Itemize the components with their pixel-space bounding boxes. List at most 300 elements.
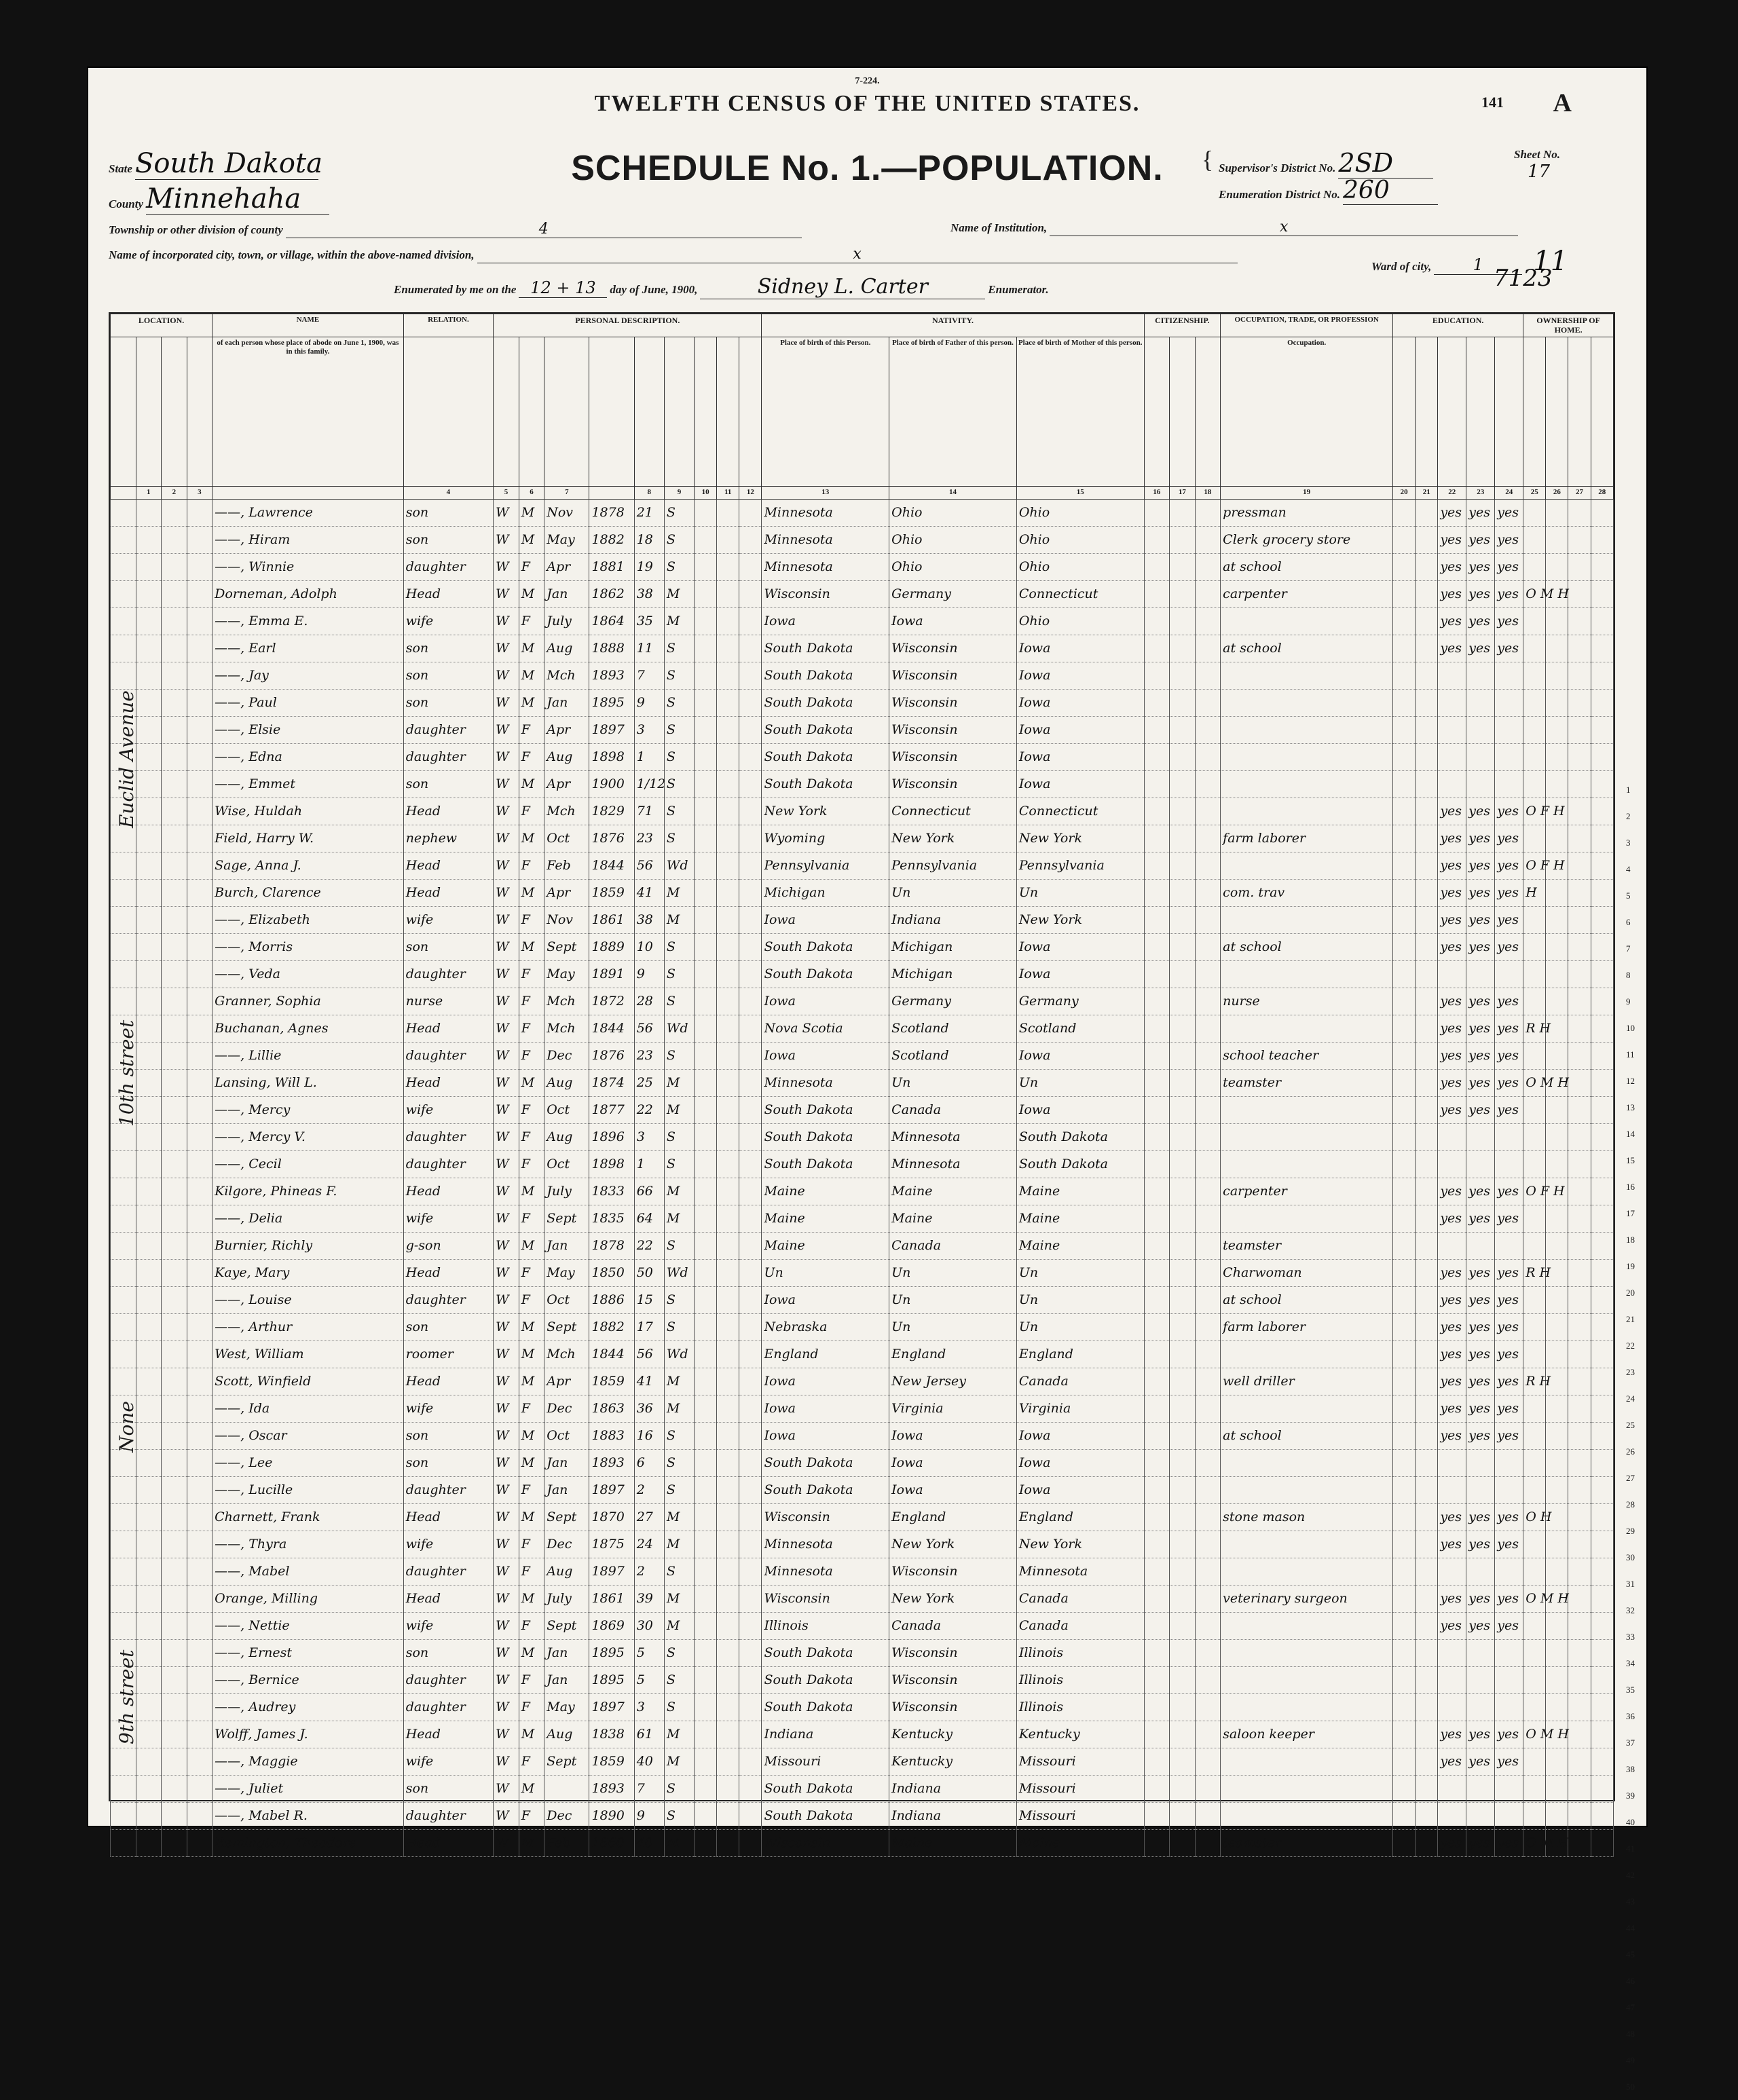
cell-empty xyxy=(717,1015,739,1042)
cell-eng: yes xyxy=(1495,879,1523,906)
cell-write xyxy=(1466,960,1495,988)
cell-write: yes xyxy=(1466,906,1495,933)
cell-rel: nephew xyxy=(403,825,493,852)
cell-birth: Wisconsin xyxy=(762,1503,889,1531)
cell-color: W xyxy=(494,716,519,743)
cell-own xyxy=(1523,553,1546,580)
cell-mother: England xyxy=(1016,1340,1144,1368)
cell-month: Aug xyxy=(544,1123,589,1150)
cell-color: W xyxy=(494,1340,519,1368)
cell-own: O F H xyxy=(1523,798,1546,825)
cell-empty xyxy=(695,1585,717,1612)
cell-name: Wolff, James J. xyxy=(212,1721,404,1748)
cell-empty xyxy=(717,716,739,743)
cell-month: July xyxy=(544,1178,589,1205)
cell-read: yes xyxy=(1438,1368,1466,1395)
column-number: 18 xyxy=(1195,486,1221,499)
cell-empty xyxy=(111,526,136,553)
cell-sex: M xyxy=(519,526,544,553)
cell-empty xyxy=(1416,553,1438,580)
cell-empty xyxy=(1393,1775,1416,1802)
cell-read: yes xyxy=(1438,499,1466,526)
cell-father: Wisconsin xyxy=(889,716,1017,743)
cell-father: Iowa xyxy=(889,1449,1017,1476)
cell-empty xyxy=(717,689,739,716)
cell-empty xyxy=(717,1558,739,1585)
cell-empty xyxy=(1170,1693,1196,1721)
cell-empty xyxy=(1416,1205,1438,1232)
cell-empty xyxy=(739,689,762,716)
cell-year: 1890 xyxy=(589,1802,634,1829)
cell-month: July xyxy=(544,1585,589,1612)
cell-empty xyxy=(111,1503,136,1531)
cell-year: 1833 xyxy=(589,1178,634,1205)
cell-empty xyxy=(1170,852,1196,879)
cell-read: yes xyxy=(1438,1205,1466,1232)
cell-write xyxy=(1466,1476,1495,1503)
cell-empty xyxy=(162,580,187,607)
cell-empty xyxy=(1568,1449,1591,1476)
cell-empty xyxy=(1591,1123,1613,1150)
table-row xyxy=(111,1612,1614,1639)
cell-empty xyxy=(187,1748,212,1775)
cell-read xyxy=(1438,1150,1466,1178)
cell-empty xyxy=(695,1531,717,1558)
cell-empty xyxy=(1170,1205,1196,1232)
cell-empty xyxy=(187,1666,212,1693)
cell-name: Orange, Milling xyxy=(212,1585,404,1612)
cell-name: ——, Paul xyxy=(212,689,404,716)
cell-occ: com. trav xyxy=(1221,879,1393,906)
line-number: 48 xyxy=(1626,2029,1635,2039)
cell-empty xyxy=(1393,1666,1416,1693)
cell-empty xyxy=(1591,1096,1613,1123)
cell-color: W xyxy=(494,1503,519,1531)
cell-sex: F xyxy=(519,1666,544,1693)
cell-read: yes xyxy=(1438,1829,1466,1856)
cell-empty xyxy=(1546,879,1568,906)
cell-color: W xyxy=(494,1829,519,1856)
cell-empty xyxy=(1416,1313,1438,1340)
cell-name: ——, Mabel xyxy=(212,1558,404,1585)
cell-empty xyxy=(717,526,739,553)
cell-empty xyxy=(717,1313,739,1340)
cell-empty xyxy=(1393,1503,1416,1531)
table-row xyxy=(111,1395,1614,1422)
cell-color: W xyxy=(494,1748,519,1775)
cell-empty xyxy=(187,689,212,716)
cell-empty xyxy=(1144,499,1170,526)
cell-empty xyxy=(1144,1666,1170,1693)
cell-empty xyxy=(1591,662,1613,689)
cell-own xyxy=(1523,716,1546,743)
cell-cond: M xyxy=(664,1069,694,1096)
cell-occ: at school xyxy=(1221,933,1393,960)
cell-name: Wise, Huldah xyxy=(212,798,404,825)
cell-write: yes xyxy=(1466,1395,1495,1422)
cell-name: ——, Hiram xyxy=(212,526,404,553)
table-row xyxy=(111,743,1614,770)
cell-empty xyxy=(1170,1015,1196,1042)
cell-empty xyxy=(1170,553,1196,580)
cell-mother: Ohio xyxy=(1016,499,1144,526)
cell-empty xyxy=(739,1585,762,1612)
cell-empty xyxy=(1393,1178,1416,1205)
cell-empty xyxy=(111,580,136,607)
cell-write xyxy=(1466,1150,1495,1178)
cell-empty xyxy=(162,1612,187,1639)
cell-year: 1881 xyxy=(589,553,634,580)
line-number: 32 xyxy=(1626,1605,1635,1615)
cell-father: Un xyxy=(889,1069,1017,1096)
cell-birth: Minnesota xyxy=(762,553,889,580)
cell-year: 1862 xyxy=(589,580,634,607)
cell-eng xyxy=(1495,1150,1523,1178)
cell-empty xyxy=(1568,1015,1591,1042)
cell-eng: yes xyxy=(1495,635,1523,662)
cell-empty xyxy=(1416,1395,1438,1422)
cell-sex: M xyxy=(519,1775,544,1802)
cell-mother: Minnesota xyxy=(1016,1558,1144,1585)
cell-empty xyxy=(1591,1503,1613,1531)
cell-empty xyxy=(717,1503,739,1531)
cell-color: W xyxy=(494,1476,519,1503)
cell-name: ——, Edna xyxy=(212,743,404,770)
cell-birth: Minnesota xyxy=(762,526,889,553)
cell-empty xyxy=(187,1585,212,1612)
cell-empty xyxy=(739,1042,762,1069)
township-field xyxy=(109,221,802,238)
cell-empty xyxy=(1144,580,1170,607)
cell-rel: son xyxy=(403,526,493,553)
cell-occ xyxy=(1221,1449,1393,1476)
table-row xyxy=(111,1205,1614,1232)
table-row xyxy=(111,553,1614,580)
cell-empty xyxy=(1568,1286,1591,1313)
cell-eng xyxy=(1495,662,1523,689)
cell-name: ——, Thyra xyxy=(212,1531,404,1558)
page-number: 141 xyxy=(1481,94,1504,111)
cell-age: 7 xyxy=(634,662,664,689)
cell-month: Dec xyxy=(544,1042,589,1069)
cell-rel: daughter xyxy=(403,553,493,580)
cell-name: ——, Ernest xyxy=(212,1639,404,1666)
cell-empty xyxy=(1568,1232,1591,1259)
cell-empty xyxy=(1591,825,1613,852)
cell-empty xyxy=(136,1531,162,1558)
ward-value: 1 xyxy=(1434,255,1522,275)
cell-name: West, William xyxy=(212,1340,404,1368)
cell-empty xyxy=(136,933,162,960)
cell-occ xyxy=(1221,607,1393,635)
cell-month: May xyxy=(544,1259,589,1286)
header-citizenship: CITIZENSHIP. xyxy=(1144,314,1221,337)
institution-field xyxy=(950,219,1518,236)
cell-empty xyxy=(162,1042,187,1069)
cell-empty xyxy=(1393,1286,1416,1313)
cell-empty xyxy=(1170,1558,1196,1585)
cell-mother: Connecticut xyxy=(1016,580,1144,607)
cell-own xyxy=(1523,1205,1546,1232)
cell-empty xyxy=(1393,906,1416,933)
cell-cond: S xyxy=(664,1775,694,1802)
institution-label: Name of Institution, xyxy=(950,221,1048,234)
cell-birth: South Dakota xyxy=(762,1096,889,1123)
cell-eng: yes xyxy=(1495,1368,1523,1395)
cell-empty xyxy=(1144,1476,1170,1503)
cell-father: Canada xyxy=(889,1232,1017,1259)
cell-empty xyxy=(1591,960,1613,988)
cell-occ xyxy=(1221,716,1393,743)
cell-own xyxy=(1523,1042,1546,1069)
cell-sex: M xyxy=(519,1639,544,1666)
cell-empty xyxy=(717,743,739,770)
cell-name: Kaye, Mary xyxy=(212,1259,404,1286)
cell-rel: wife xyxy=(403,1096,493,1123)
cell-month: May xyxy=(544,1693,589,1721)
cell-empty xyxy=(1393,1422,1416,1449)
cell-color: W xyxy=(494,1775,519,1802)
table-row xyxy=(111,499,1614,526)
cell-write xyxy=(1466,1693,1495,1721)
cell-empty xyxy=(739,1395,762,1422)
cell-rel: son xyxy=(403,1449,493,1476)
cell-year: 1861 xyxy=(589,906,634,933)
cell-month: Sept xyxy=(544,1748,589,1775)
line-number: 10 xyxy=(1626,1023,1635,1033)
cell-month: Oct xyxy=(544,825,589,852)
cell-empty xyxy=(1568,1368,1591,1395)
cell-month: Dec xyxy=(544,1531,589,1558)
cell-empty xyxy=(739,1150,762,1178)
cell-empty xyxy=(187,1721,212,1748)
cell-read xyxy=(1438,770,1466,798)
cell-empty xyxy=(1144,906,1170,933)
cell-empty xyxy=(1195,743,1221,770)
cell-birth: Iowa xyxy=(762,988,889,1015)
cell-empty xyxy=(739,499,762,526)
cell-empty xyxy=(717,988,739,1015)
cell-empty xyxy=(717,1748,739,1775)
cell-birth: South Dakota xyxy=(762,716,889,743)
cell-cond: S xyxy=(664,635,694,662)
line-number: 49 xyxy=(1626,2055,1635,2065)
cell-empty xyxy=(187,1639,212,1666)
cell-empty xyxy=(717,1340,739,1368)
cell-empty xyxy=(739,1748,762,1775)
cell-rel: son xyxy=(403,635,493,662)
cell-sex: F xyxy=(519,1096,544,1123)
cell-empty xyxy=(1144,879,1170,906)
cell-empty xyxy=(739,1069,762,1096)
cell-read: yes xyxy=(1438,1612,1466,1639)
cell-empty xyxy=(1568,499,1591,526)
cell-year: 1878 xyxy=(589,1232,634,1259)
line-number: 1 xyxy=(1626,785,1631,795)
cell-rel: son xyxy=(403,1422,493,1449)
cell-empty xyxy=(1416,635,1438,662)
cell-empty xyxy=(695,960,717,988)
cell-own: O H xyxy=(1523,1503,1546,1531)
cell-empty xyxy=(1195,1096,1221,1123)
cell-empty xyxy=(187,1259,212,1286)
cell-empty xyxy=(739,1531,762,1558)
cell-father: Michigan xyxy=(889,933,1017,960)
cell-empty xyxy=(1195,825,1221,852)
cell-empty xyxy=(1546,933,1568,960)
cell-rel: nurse xyxy=(403,988,493,1015)
cell-empty xyxy=(1546,1096,1568,1123)
cell-year: 1893 xyxy=(589,1449,634,1476)
cell-mother: Iowa xyxy=(1016,743,1144,770)
cell-birth: South Dakota xyxy=(762,1123,889,1150)
cell-rel: Head xyxy=(403,580,493,607)
cell-color: W xyxy=(494,553,519,580)
cell-eng xyxy=(1495,1693,1523,1721)
cell-empty xyxy=(739,662,762,689)
cell-sex: M xyxy=(519,1449,544,1476)
cell-occ xyxy=(1221,1666,1393,1693)
cell-empty xyxy=(1393,1693,1416,1721)
cell-sex: M xyxy=(519,689,544,716)
column-number xyxy=(212,486,404,499)
cell-empty xyxy=(1195,1666,1221,1693)
cell-empty xyxy=(136,770,162,798)
cell-empty xyxy=(1591,689,1613,716)
line-number: 11 xyxy=(1626,1049,1635,1060)
cell-year: 1859 xyxy=(589,1368,634,1395)
cell-empty xyxy=(1393,1449,1416,1476)
cell-empty xyxy=(1195,1286,1221,1313)
cell-cond: M xyxy=(664,1748,694,1775)
cell-year: 1895 xyxy=(589,689,634,716)
cell-occ: at school xyxy=(1221,553,1393,580)
cell-empty xyxy=(136,1503,162,1531)
cell-empty xyxy=(1170,1612,1196,1639)
cell-empty xyxy=(1170,1340,1196,1368)
cell-cond: S xyxy=(664,499,694,526)
cell-empty xyxy=(1170,499,1196,526)
cell-read: yes xyxy=(1438,798,1466,825)
table-row xyxy=(111,1096,1614,1123)
cell-mother: Illinois xyxy=(1016,1666,1144,1693)
cell-empty xyxy=(1195,1775,1221,1802)
cell-age: 19 xyxy=(634,553,664,580)
city-value: x xyxy=(477,246,1238,263)
cell-sex: F xyxy=(519,1286,544,1313)
cell-empty xyxy=(1546,1531,1568,1558)
cell-own xyxy=(1523,743,1546,770)
cell-empty xyxy=(136,1259,162,1286)
cell-occ: pressman xyxy=(1221,499,1393,526)
cell-own xyxy=(1523,499,1546,526)
line-number: 12 xyxy=(1626,1076,1635,1086)
cell-empty xyxy=(162,852,187,879)
cell-empty xyxy=(1591,499,1613,526)
cell-write: yes xyxy=(1466,499,1495,526)
cell-own xyxy=(1523,1476,1546,1503)
cell-empty xyxy=(1591,1449,1613,1476)
cell-empty xyxy=(1591,1558,1613,1585)
cell-read: yes xyxy=(1438,1015,1466,1042)
cell-name: ——, Ida xyxy=(212,1395,404,1422)
cell-empty xyxy=(1144,743,1170,770)
cell-write: yes xyxy=(1466,1015,1495,1042)
cell-empty xyxy=(739,1693,762,1721)
cell-age: 50 xyxy=(634,1259,664,1286)
cell-write: yes xyxy=(1466,635,1495,662)
cell-eng: yes xyxy=(1495,499,1523,526)
cell-empty xyxy=(1195,933,1221,960)
table-row xyxy=(111,1042,1614,1069)
cell-empty xyxy=(1144,1096,1170,1123)
cell-empty xyxy=(162,798,187,825)
cell-empty xyxy=(1393,879,1416,906)
cell-occ xyxy=(1221,798,1393,825)
cell-age: 9 xyxy=(634,1802,664,1829)
line-number: 22 xyxy=(1626,1340,1635,1351)
enumeration-label: Enumeration District No. xyxy=(1219,188,1341,201)
cell-empty xyxy=(1144,1503,1170,1531)
cell-empty xyxy=(695,743,717,770)
cell-own: O M H xyxy=(1523,1585,1546,1612)
cell-color: W xyxy=(494,798,519,825)
cell-year: 1874 xyxy=(589,1069,634,1096)
cell-empty xyxy=(111,1123,136,1150)
cell-occ: nurse xyxy=(1221,988,1393,1015)
cell-eng: yes xyxy=(1495,553,1523,580)
line-number: 16 xyxy=(1626,1182,1635,1192)
cell-empty xyxy=(187,1313,212,1340)
cell-age: 41 xyxy=(634,879,664,906)
cell-sex: F xyxy=(519,1395,544,1422)
cell-sex: F xyxy=(519,743,544,770)
header-personal: PERSONAL DESCRIPTION. xyxy=(494,314,762,337)
cell-own xyxy=(1523,1693,1546,1721)
cell-occ xyxy=(1221,1476,1393,1503)
cell-empty xyxy=(162,1178,187,1205)
cell-empty xyxy=(1568,825,1591,852)
cell-empty xyxy=(1144,852,1170,879)
cell-empty xyxy=(1393,662,1416,689)
cell-occ xyxy=(1221,1395,1393,1422)
cell-father: Canada xyxy=(889,1612,1017,1639)
cell-empty xyxy=(1416,1232,1438,1259)
table-row xyxy=(111,1313,1614,1340)
cell-cond: S xyxy=(664,526,694,553)
cell-empty xyxy=(1568,689,1591,716)
cell-empty xyxy=(1591,1775,1613,1802)
cell-empty xyxy=(1591,1395,1613,1422)
cell-father: England xyxy=(889,1340,1017,1368)
cell-empty xyxy=(1568,553,1591,580)
cell-empty xyxy=(1546,1422,1568,1449)
cell-father: Scotland xyxy=(889,1042,1017,1069)
cell-rel: Head xyxy=(403,1015,493,1042)
cell-cond: S xyxy=(664,933,694,960)
cell-rel: Head xyxy=(403,1503,493,1531)
cell-father: Indiana xyxy=(889,1802,1017,1829)
cell-age: 35 xyxy=(634,607,664,635)
cell-rel: son xyxy=(403,499,493,526)
cell-empty xyxy=(111,879,136,906)
cell-birth: Wisconsin xyxy=(762,1829,889,1856)
cell-empty xyxy=(1591,988,1613,1015)
table-row xyxy=(111,1775,1614,1802)
cell-read: yes xyxy=(1438,1503,1466,1531)
cell-cond: M xyxy=(664,1612,694,1639)
cell-year: 1900 xyxy=(589,770,634,798)
